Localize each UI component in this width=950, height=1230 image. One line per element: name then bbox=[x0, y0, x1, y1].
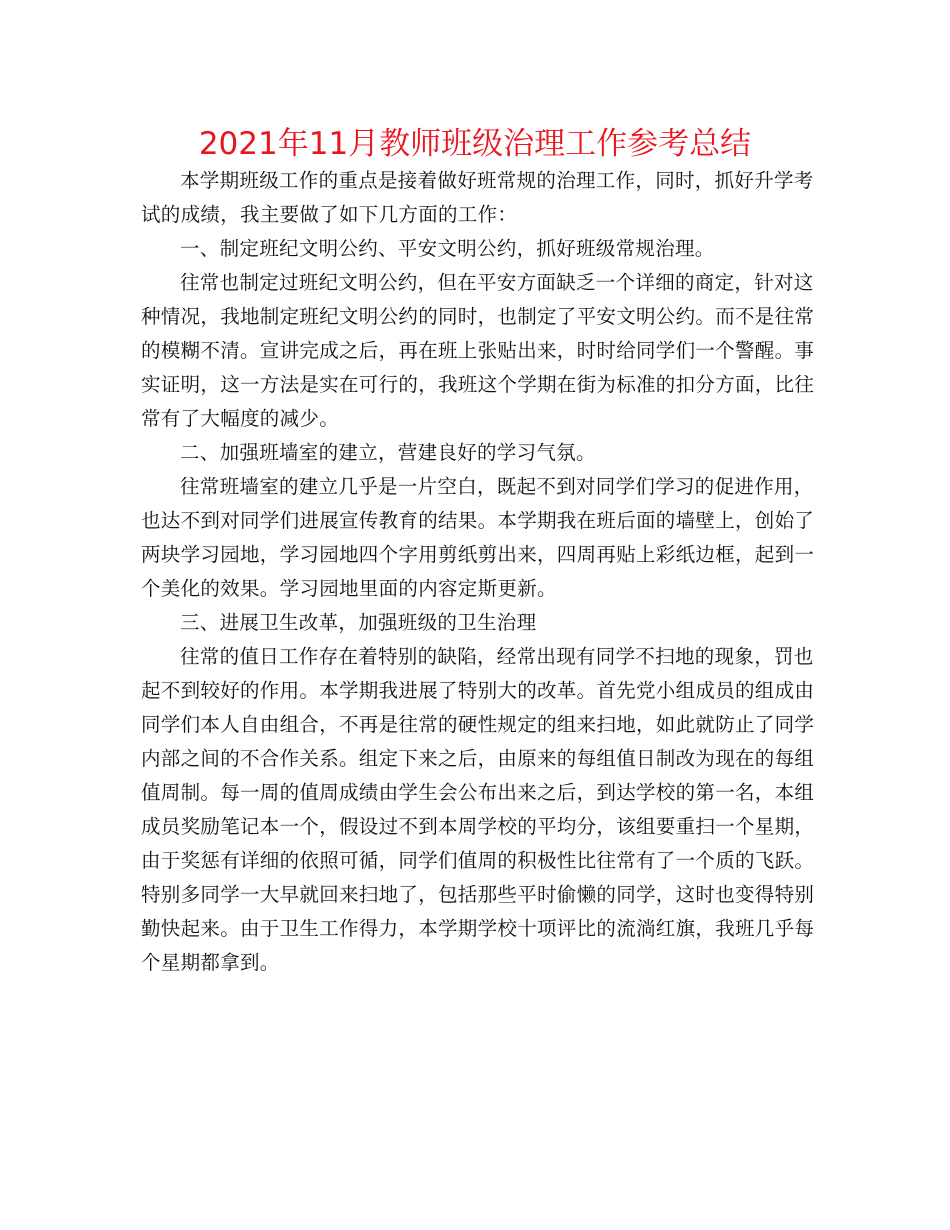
paragraph-section-3: 往常的值日工作存在着特别的缺陷，经常出现有同学不扫地的现象，罚也起不到较好的作用。本学期我进展了特别大的改革。首先党小组成员的组成由同学们本人自由组合，不再是往常的硬性规定的组来扫地，如此就防止了同学内部之间的不合作关系。组定下来之后，由原来的每组值日制改为现在的每组值周制。每一周的值周成绩由学生会公布出来之后，到达学校的第一名，本组成员奖励笔记本一个，假设过不到本周学校的平均分，该组要重扫一个星期，由于奖惩有详细的依照可循，同学们值周的积极性比往常有了一个质的飞跃。特别多同学一大早就回来扫地了，包括那些平时偷懒的同学，这时也变得特别勤快起来。由于卫生工作得力，本学期学校十项评比的流淌红旗，我班几乎每个星期都拿到。 bbox=[141, 645, 815, 974]
section-heading-3: 三、进展卫生改革，加强班级的卫生治理 bbox=[180, 611, 537, 634]
paragraph-intro: 本学期班级工作的重点是接着做好班常规的治理工作，同时，抓好升学考试的成绩，我主要做了如下几方面的工作： bbox=[141, 169, 814, 226]
document-body bbox=[141, 164, 821, 980]
paragraph-section-1: 往常也制定过班纪文明公约，但在平安方面缺乏一个详细的商定，针对这种情况，我地制定班纪文明公约的同时，也制定了平安文明公约。而不是往常的模糊不清。宣讲完成之后，再在班上张贴出来，时时给同学们一个警醒。事实证明，这一方法是实在可行的，我班这个学期在街为标准的扣分方面，比往常有了大幅度的减少。 bbox=[141, 271, 815, 430]
document-title: 2021年11月教师班级治理工作参考总结 bbox=[198, 126, 752, 162]
paragraph-section-2: 往常班墙室的建立几乎是一片空白，既起不到对同学们学习的促进作用，也达不到对同学们进展宣传教育的结果。本学期我在班后面的墙壁上，创始了两块学习园地，学习园地四个字用剪纸剪出来，四周再贴上彩纸边框，起到一个美化的效果。学习园地里面的内容定斯更新。 bbox=[141, 475, 815, 600]
section-heading-2: 二、加强班墙室的建立，营建良好的学习气氛。 bbox=[180, 441, 596, 464]
section-heading-1: 一、制定班纪文明公约、平安文明公约，抓好班级常规治理。 bbox=[180, 237, 715, 260]
